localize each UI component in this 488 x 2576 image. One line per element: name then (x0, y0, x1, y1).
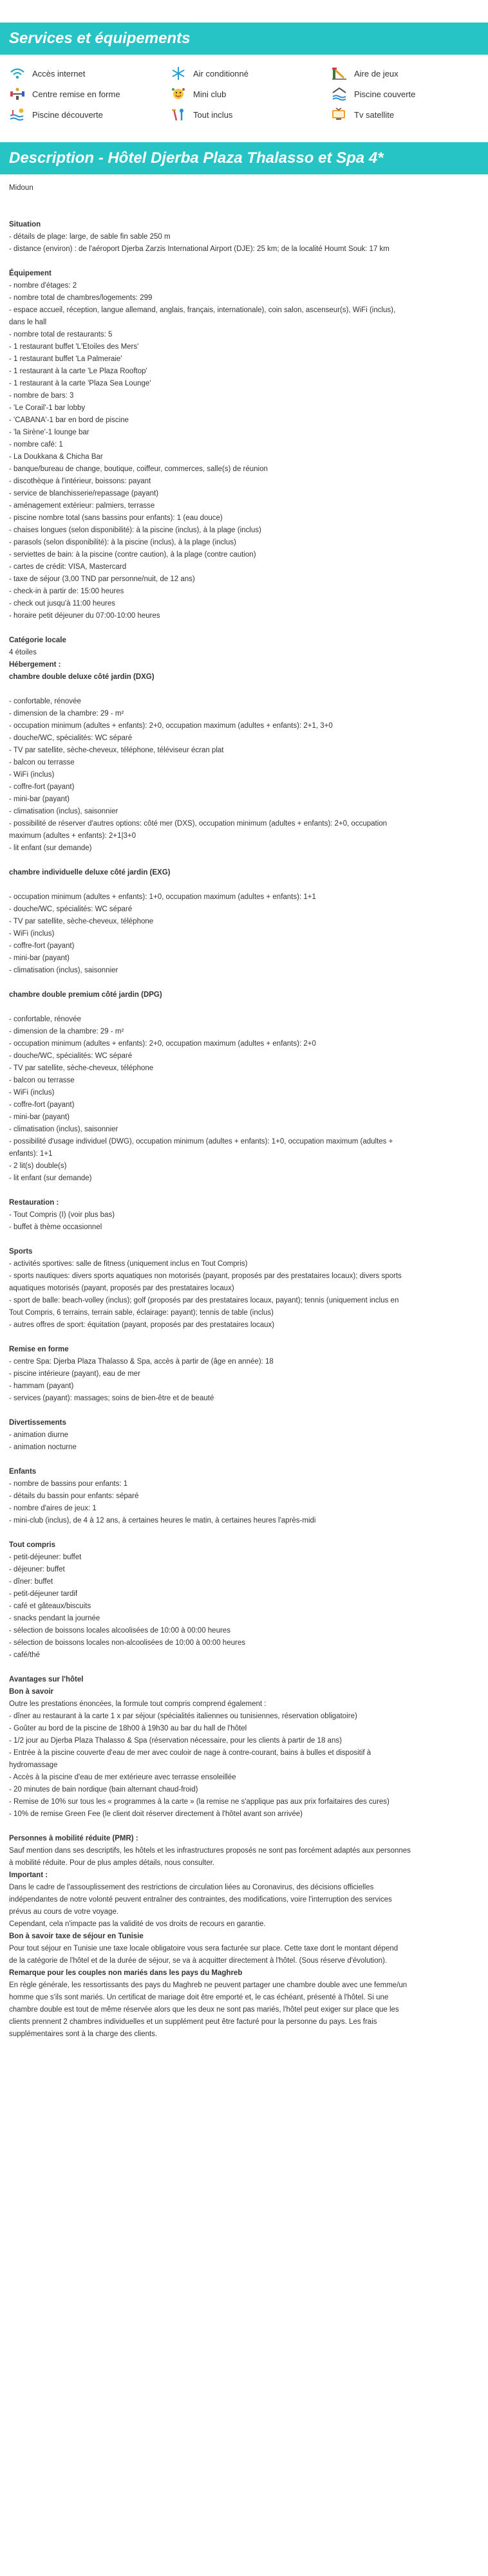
section-heading: Catégorie locale (9, 636, 66, 644)
description-line: de la catégorie de l'hôtel et de la durée de séjour, se va à acquitter directement à l'hôtel. (Sous réserve d'évolution). (9, 1957, 388, 1965)
section-heading: Tout compris (9, 1541, 55, 1549)
description-line: - WiFi (inclus) (9, 1089, 55, 1097)
description-line: - autres offres de sport: équitation (payant, proposés par des prestataires locaux) (9, 1321, 275, 1329)
section-heading: chambre individuelle deluxe côté jardin (EXG) (9, 869, 171, 876)
fitness-icon (9, 87, 32, 103)
description-line: - climatisation (inclus), saisonnier (9, 808, 118, 815)
tv-icon (331, 107, 354, 124)
description-line: - 'Le Corail'-1 bar lobby (9, 404, 86, 412)
description-line: - sélection de boissons locales alcoolisées de 10:00 à 00:00 heures (9, 1627, 230, 1635)
description-line: - check-in à partir de: 15:00 heures (9, 588, 124, 595)
description-line: - climatisation (inclus), saisonnier (9, 967, 118, 974)
description-line: - nombre d'étages: 2 (9, 282, 77, 290)
spacer (9, 1331, 479, 1344)
description-line: - 1 restaurant à la carte 'Plaza Sea Lounge' (9, 380, 151, 387)
description-line: - confortable, rénovée (9, 1015, 81, 1023)
section-heading: chambre double premium côté jardin (DPG) (9, 991, 162, 999)
section-heading: Sports (9, 1248, 33, 1256)
description-line: - buffet à thème occasionnel (9, 1223, 102, 1231)
services-grid (0, 55, 488, 125)
description-line: - espace accueil, réception, langue allemand, anglais, français, internationale), coin salon, ascenseur(s), WiFi (inclus), (9, 306, 396, 314)
description-line: - 2 lit(s) double(s) (9, 1162, 67, 1170)
spacer (9, 255, 479, 268)
description-line: - coffre-fort (payant) (9, 783, 75, 791)
indoor-pool-icon (331, 87, 354, 103)
section-heading: Avantages sur l'hôtel (9, 1676, 84, 1683)
description-line: - 'CABANA'-1 bar en bord de piscine (9, 416, 129, 424)
description-line: - mini-bar (payant) (9, 1113, 70, 1121)
all-inclusive-icon (170, 107, 193, 124)
service-item (9, 64, 170, 84)
description-line: - 1 restaurant buffet 'La Palmeraie' (9, 355, 122, 363)
description-line: - nombre de bassins pour enfants: 1 (9, 1480, 128, 1488)
section-heading: Bon à savoir taxe de séjour en Tunisie (9, 1932, 144, 1940)
description-line: - Accès à la piscine d'eau de mer extérieure avec terrasse ensoleillée (9, 1774, 236, 1781)
description-line: 4 étoiles (9, 649, 37, 656)
description-line: - café et gâteaux/biscuits (9, 1602, 91, 1610)
description-line: - centre Spa: Djerba Plaza Thalasso & Spa, accès à partir de (âge en année): 18 (9, 1358, 274, 1366)
description-line: Dans le cadre de l'assouplissement des restrictions de circulation liées au Coronavirus, des décisions officielles (9, 1884, 374, 1891)
description-line: - animation diurne (9, 1431, 69, 1439)
section-heading: Situation (9, 221, 41, 228)
description-line: supplémentaires sont à la charge des clients. (9, 2030, 158, 2038)
spacer (9, 1821, 479, 1833)
description-line: - aménagement extérieur: palmiers, terrasse (9, 502, 155, 510)
description-line: - discothèque à l'intérieur, boissons: payant (9, 477, 151, 485)
service-item (9, 84, 170, 105)
description-line: - petit-déjeuner: buffet (9, 1553, 82, 1561)
description-line: - détails du bassin pour enfants: séparé (9, 1492, 139, 1500)
outdoor-pool-icon (9, 107, 32, 124)
snowflake-icon (170, 66, 193, 82)
section-heading: Enfants (9, 1468, 37, 1476)
description-line: - distance (environ) : de l'aéroport Djerba Zarzis International Airport (DJE): 25 km; de la localité Houmt Souk: 17 km (9, 245, 389, 253)
description-line: - douche/WC, spécialités: WC séparé (9, 1052, 133, 1060)
description-line: aquatiques motorisés (payant, proposés par des prestataires locaux) (9, 1284, 234, 1292)
wifi-icon (9, 66, 32, 82)
description-line: - Remise de 10% sur tous les « programmes à la carte » (la remise ne s'applique pas aux prix forfaitaires des cures) (9, 1798, 389, 1806)
playground-icon (331, 66, 354, 82)
spacer (9, 855, 479, 867)
description-line: - check out jusqu'à 11:00 heures (9, 600, 116, 607)
service-label: Air conditionné (193, 69, 249, 79)
description-line: - hammam (payant) (9, 1382, 74, 1390)
description-line: - animation nocturne (9, 1443, 77, 1451)
description-line: - Goûter au bord de la piscine de 18h00 à 19h30 au bar du hall de l'hôtel (9, 1725, 247, 1732)
description-line: - horaire petit déjeuner du 07:00-10:00 heures (9, 612, 160, 620)
description-line: - possibilité de réserver d'autres options: côté mer (DXS), occupation minimum (adultes + enfants): 2+0, occupation (9, 820, 388, 828)
spacer (9, 1662, 479, 1674)
section-heading: Remise en forme (9, 1346, 69, 1353)
description-line: - lit enfant (sur demande) (9, 844, 92, 852)
description-line: - douche/WC, spécialités: WC séparé (9, 905, 133, 913)
service-item (331, 84, 488, 105)
description-line: - mini-bar (payant) (9, 795, 70, 803)
description-line: - 20 minutes de bain nordique (bain alternant chaud-froid) (9, 1786, 198, 1793)
description-line: - nombre café: 1 (9, 441, 63, 449)
description-line: chambre double est tout de même réservée alors que les deux ne sont pas mariés, l'hôtel peut exiger sur place que les (9, 2006, 399, 2014)
service-label: Piscine découverte (32, 110, 103, 120)
section-heading: Personnes à mobilité réduite (PMR) : (9, 1835, 138, 1842)
description-line: - café/thé (9, 1651, 40, 1659)
description-line: - 10% de remise Green Fee (le client doit réserver directement à l'hôtel avant son arrivée) (9, 1810, 303, 1818)
service-label: Centre remise en forme (32, 89, 120, 99)
section-heading: Équipement (9, 270, 52, 277)
description-line: à mobilité réduite. Pour de plus amples détails, nous consulter. (9, 1859, 214, 1867)
spacer (9, 1234, 479, 1246)
description-line: Outre les prestations énoncées, la formule tout compris comprend également : (9, 1700, 267, 1708)
description-line: - détails de plage: large, de sable fin sable 250 m (9, 233, 171, 241)
description-line: Cependant, cela n'impacte pas la validité de vos droits de recours en garantie. (9, 1920, 266, 1928)
description-line: prévus au cours de votre voyage. (9, 1908, 119, 1916)
services-banner: Services et équipements (0, 23, 488, 55)
description-line: - balcon ou terrasse (9, 759, 75, 766)
service-label: Accès internet (32, 69, 86, 79)
description-line: - WiFi (inclus) (9, 930, 55, 938)
description-line: - occupation minimum (adultes + enfants): 2+0, occupation maximum (adultes + enfants): 2+1, 3+0 (9, 722, 333, 730)
description-banner: Description - Hôtel Djerba Plaza Thalasso et Spa 4* (0, 142, 488, 174)
description-line: Pour tout séjour en Tunisie une taxe locale obligatoire vous sera facturée sur place. Cette taxe dont le montant dépend (9, 1945, 399, 1952)
mini-club-icon (170, 87, 193, 103)
section-heading: chambre double deluxe côté jardin (DXG) (9, 673, 155, 681)
description-line: - occupation minimum (adultes + enfants): 1+0, occupation maximum (adultes + enfants): 1+1 (9, 893, 316, 901)
description-line: homme que s'ils sont mariés. Un certificat de mariage doit être emporté et, le cas échéant, présenté à l'hôtel. Si une (9, 1994, 389, 2001)
description-line: - parasols (selon disponibilité): à la piscine (inclus), à la plage (inclus) (9, 539, 236, 546)
description-line: - 1 restaurant buffet 'L'Etoiles des Mers' (9, 343, 139, 351)
description-line: - banque/bureau de change, boutique, coiffeur, commerces, salle(s) de réunion (9, 465, 268, 473)
description-line: Midoun (9, 184, 33, 192)
description-line: - nombre d'aires de jeux: 1 (9, 1505, 97, 1512)
spacer (9, 1185, 479, 1197)
description-line: - mini-bar (payant) (9, 954, 70, 962)
description-content (0, 174, 488, 2041)
description-line: - service de blanchisserie/repassage (payant) (9, 490, 159, 497)
description-line: - dimension de la chambre: 29 - m² (9, 1028, 124, 1035)
description-line: - 1 restaurant à la carte 'Le Plaza Rooftop' (9, 367, 147, 375)
description-line: - serviettes de bain: à la piscine (contre caution), à la plage (contre caution) (9, 551, 256, 559)
spacer (9, 1405, 479, 1417)
description-line: hydromassage (9, 1761, 58, 1769)
description-line: enfants): 1+1 (9, 1150, 53, 1158)
service-label: Aire de jeux (354, 69, 399, 79)
description-line: - cartes de crédit: VISA, Mastercard (9, 563, 127, 571)
spacer (9, 1001, 479, 1014)
description-line: - nombre total de restaurants: 5 (9, 331, 113, 338)
section-heading: Divertissements (9, 1419, 66, 1427)
description-line: - sports nautiques: divers sports aquatiques non motorisés (payant, proposés par des prestataires locaux); divers sports (9, 1272, 402, 1280)
description-line: - mini-club (inclus), de 4 à 12 ans, à certaines heures le matin, à certaines heures l'après-midi (9, 1517, 316, 1524)
description-line: - petit-déjeuner tardif (9, 1590, 78, 1598)
description-line: - coffre-fort (payant) (9, 942, 75, 950)
description-line: indépendantes de notre volonté peuvent entraîner des contraintes, des modifications, voire l'interruption des services (9, 1896, 392, 1904)
description-line: - taxe de séjour (3,00 TND par personne/nuit, de 12 ans) (9, 575, 195, 583)
description-line: - déjeuner: buffet (9, 1566, 65, 1573)
service-label: Tv satellite (354, 110, 395, 120)
description-line: Tout Compris, 6 terrains, terrain sable, éclairage: payant); tennis de table (inclus) (9, 1309, 274, 1317)
description-line: - Entrée à la piscine couverte d'eau de mer avec couloir de nage à contre-courant, bains à bulles et dispositif à (9, 1749, 371, 1757)
description-line: - climatisation (inclus), saisonnier (9, 1126, 118, 1133)
description-line: maximum (adultes + enfants): 2+1|3+0 (9, 832, 136, 840)
section-heading: Bon à savoir (9, 1688, 54, 1696)
description-line: - chaises longues (selon disponibilité): à la piscine (inclus), à la plage (inclus) (9, 526, 261, 534)
section-heading: Hébergement : (9, 661, 61, 669)
service-item (170, 105, 331, 125)
description-line: - douche/WC, spécialités: WC séparé (9, 734, 133, 742)
description-line: - lit enfant (sur demande) (9, 1174, 92, 1182)
description-line: - occupation minimum (adultes + enfants): 2+0, occupation maximum (adultes + enfants): 2+0 (9, 1040, 316, 1048)
description-line: - snacks pendant la journée (9, 1615, 100, 1622)
description-line: - Tout Compris (I) (voir plus bas) (9, 1211, 115, 1219)
description-line: - La Doukkana & Chicha Bar (9, 453, 103, 461)
spacer (9, 194, 479, 207)
description-line: - sélection de boissons locales non-alcoolisées de 10:00 à 00:00 heures (9, 1639, 245, 1647)
spacer (9, 1454, 479, 1466)
description-line: - balcon ou terrasse (9, 1077, 75, 1084)
section-heading: Remarque pour les couples non mariés dans les pays du Maghreb (9, 1969, 243, 1977)
spacer (9, 683, 479, 696)
description-line: - TV par satellite, sèche-cheveux, téléphone, téléviseur écran plat (9, 746, 224, 754)
description-line: - 'la Sirène'-1 lounge bar (9, 429, 89, 436)
spacer (9, 977, 479, 989)
description-line: - services (payant): massages; soins de bien-être et de beauté (9, 1395, 214, 1402)
description-line: - confortable, rénovée (9, 698, 81, 705)
description-line: En règle générale, les ressortissants des pays du Maghreb ne peuvent partager une chambre double avec une femme/un (9, 1981, 408, 1989)
description-line: - piscine nombre total (sans bassins pour enfants): 1 (eau douce) (9, 514, 223, 522)
section-heading: Important : (9, 1871, 48, 1879)
description-line: - dîner: buffet (9, 1578, 53, 1586)
service-item (9, 105, 170, 125)
service-item (170, 64, 331, 84)
description-line: - dimension de la chambre: 29 - m² (9, 710, 124, 718)
spacer (9, 1527, 479, 1539)
spacer (9, 207, 479, 219)
description-line: - nombre de bars: 3 (9, 392, 74, 400)
description-line: - 1/2 jour au Djerba Plaza Thalasso & Spa (réservation nécessaire, pour les clients à partir de 18 ans) (9, 1737, 342, 1745)
description-line: - sport de balle: beach-volley (inclus); golf (proposés par des prestataires locaux, payant); tennis (uniquement inclus en (9, 1297, 399, 1304)
description-line: Sauf mention dans ses descriptifs, les hôtels et les infrastructures proposés ne sont pas forcément adaptés aux personnes (9, 1847, 411, 1855)
description-line: dans le hall (9, 319, 47, 326)
description-line: - TV par satellite, sèche-cheveux, téléphone (9, 918, 154, 925)
spacer (9, 622, 479, 635)
spacer (9, 879, 479, 891)
description-line: - piscine intérieure (payant), eau de mer (9, 1370, 140, 1378)
description-line: clients prennent 2 chambres individuelles et un supplément peut être facturé pour la personne du pays. Les frais (9, 2018, 377, 2026)
service-item (331, 105, 488, 125)
description-line: - coffre-fort (payant) (9, 1101, 75, 1109)
description-line: - possibilité d'usage individuel (DWG), occupation minimum (adultes + enfants): 1+0, occupation maximum (adultes + (9, 1138, 393, 1145)
service-item (331, 64, 488, 84)
service-label: Mini club (193, 89, 227, 99)
description-line: - TV par satellite, sèche-cheveux, téléphone (9, 1064, 154, 1072)
service-item (170, 84, 331, 105)
description-line: - nombre total de chambres/logements: 299 (9, 294, 153, 302)
service-label: Tout inclus (193, 110, 233, 120)
service-label: Piscine couverte (354, 89, 416, 99)
section-heading: Restauration : (9, 1199, 59, 1207)
description-line: - WiFi (inclus) (9, 771, 55, 779)
description-line: - dîner au restaurant à la carte 1 x par séjour (spécialités italiennes ou tunisiennes, réservation obligatoire) (9, 1712, 357, 1720)
description-line: - activités sportives: salle de fitness (uniquement inclus en Tout Compris) (9, 1260, 248, 1268)
